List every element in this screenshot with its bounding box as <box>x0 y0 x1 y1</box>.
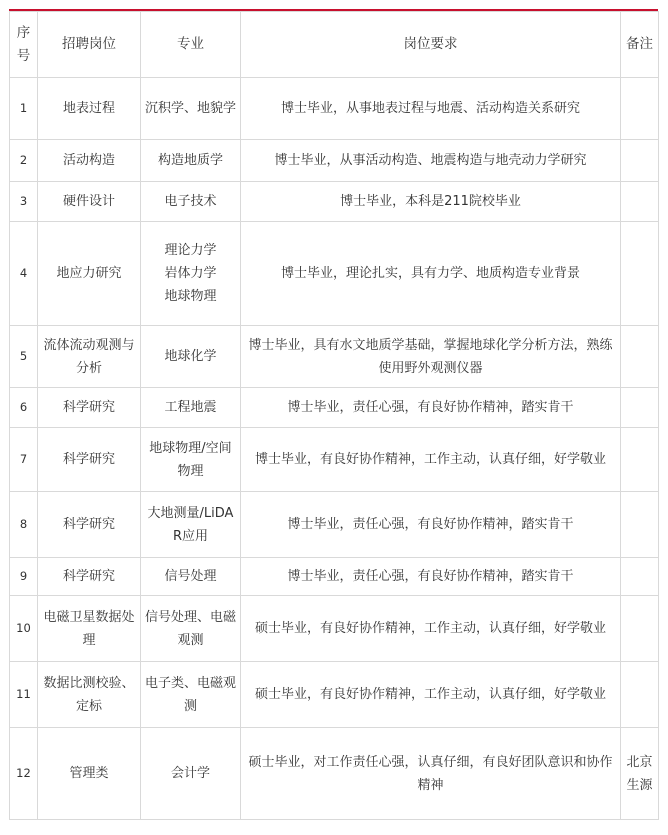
row-position: 硬件设计 <box>38 182 141 222</box>
row-position: 电磁卫星数据处理 <box>38 596 141 662</box>
row-requirement: 博士毕业，具有水文地质学基础，掌握地球化学分析方法，熟练使用野外观测仪器 <box>241 326 621 388</box>
row-position: 科学研究 <box>38 388 141 428</box>
row-position: 地应力研究 <box>38 222 141 326</box>
row-no: 11 <box>10 662 38 728</box>
row-requirement: 硕士毕业，对工作责任心强，认真仔细，有良好团队意识和协作精神 <box>241 728 621 820</box>
row-position: 科学研究 <box>38 558 141 596</box>
row-note <box>621 388 659 428</box>
row-note <box>621 596 659 662</box>
row-requirement: 博士毕业，责任心强，有良好协作精神，踏实肯干 <box>241 388 621 428</box>
table-row <box>10 222 659 326</box>
table-row <box>10 78 659 140</box>
row-no: 1 <box>10 78 38 140</box>
row-no: 6 <box>10 388 38 428</box>
row-no: 9 <box>10 558 38 596</box>
table-row <box>10 182 659 222</box>
row-note <box>621 662 659 728</box>
row-no: 4 <box>10 222 38 326</box>
row-no: 2 <box>10 140 38 182</box>
table-row <box>10 492 659 558</box>
header-note: 备注 <box>621 12 659 78</box>
row-position: 科学研究 <box>38 428 141 492</box>
header-position: 招聘岗位 <box>38 12 141 78</box>
row-note <box>621 140 659 182</box>
row-requirement: 博士毕业，有良好协作精神，工作主动，认真仔细，好学敬业 <box>241 428 621 492</box>
row-note <box>621 428 659 492</box>
row-position: 活动构造 <box>38 140 141 182</box>
table-row <box>10 728 659 820</box>
row-no: 3 <box>10 182 38 222</box>
row-position: 流体流动观测与分析 <box>38 326 141 388</box>
row-no: 10 <box>10 596 38 662</box>
row-no: 7 <box>10 428 38 492</box>
table-header-row <box>10 12 659 78</box>
row-requirement: 硕士毕业，有良好协作精神，工作主动，认真仔细，好学敬业 <box>241 662 621 728</box>
row-major: 沉积学、地貌学 <box>141 78 241 140</box>
row-major: 会计学 <box>141 728 241 820</box>
row-major: 信号处理、电磁观测 <box>141 596 241 662</box>
row-requirement: 硕士毕业，有良好协作精神，工作主动，认真仔细，好学敬业 <box>241 596 621 662</box>
recruitment-table <box>9 11 659 820</box>
table-row <box>10 662 659 728</box>
table-row <box>10 558 659 596</box>
row-note <box>621 222 659 326</box>
row-major: 工程地震 <box>141 388 241 428</box>
row-major: 大地测量/LiDAR应用 <box>141 492 241 558</box>
row-major: 构造地质学 <box>141 140 241 182</box>
row-major-line: 理论力学 <box>164 243 217 258</box>
row-position: 管理类 <box>38 728 141 820</box>
row-requirement: 博士毕业，从事地表过程与地震、活动构造关系研究 <box>241 78 621 140</box>
header-requirement: 岗位要求 <box>241 12 621 78</box>
row-note <box>621 492 659 558</box>
row-major: 电子类、电磁观测 <box>141 662 241 728</box>
row-note <box>621 326 659 388</box>
row-no: 8 <box>10 492 38 558</box>
row-position: 科学研究 <box>38 492 141 558</box>
row-major-line: 地球物理 <box>164 289 217 304</box>
row-position: 地表过程 <box>38 78 141 140</box>
row-major: 地球物理/空间物理 <box>141 428 241 492</box>
row-no: 5 <box>10 326 38 388</box>
table-row <box>10 388 659 428</box>
row-requirement: 博士毕业，责任心强，有良好协作精神，踏实肯干 <box>241 492 621 558</box>
table-row <box>10 140 659 182</box>
row-major: 电子技术 <box>141 182 241 222</box>
table-row <box>10 596 659 662</box>
table-row <box>10 326 659 388</box>
row-note <box>621 78 659 140</box>
header-major: 专业 <box>141 12 241 78</box>
row-major <box>141 222 241 326</box>
row-requirement: 博士毕业，责任心强，有良好协作精神，踏实肯干 <box>241 558 621 596</box>
row-requirement: 博士毕业，从事活动构造、地震构造与地壳动力学研究 <box>241 140 621 182</box>
row-note: 北京生源 <box>621 728 659 820</box>
row-note <box>621 558 659 596</box>
row-major: 信号处理 <box>141 558 241 596</box>
row-position: 数据比测校验、定标 <box>38 662 141 728</box>
header-no: 序号 <box>10 12 38 78</box>
row-note <box>621 182 659 222</box>
row-major: 地球化学 <box>141 326 241 388</box>
table-row <box>10 428 659 492</box>
row-requirement: 博士毕业，理论扎实，具有力学、地质构造专业背景 <box>241 222 621 326</box>
row-requirement: 博士毕业，本科是211院校毕业 <box>241 182 621 222</box>
row-major-line: 岩体力学 <box>164 266 217 281</box>
row-no: 12 <box>10 728 38 820</box>
